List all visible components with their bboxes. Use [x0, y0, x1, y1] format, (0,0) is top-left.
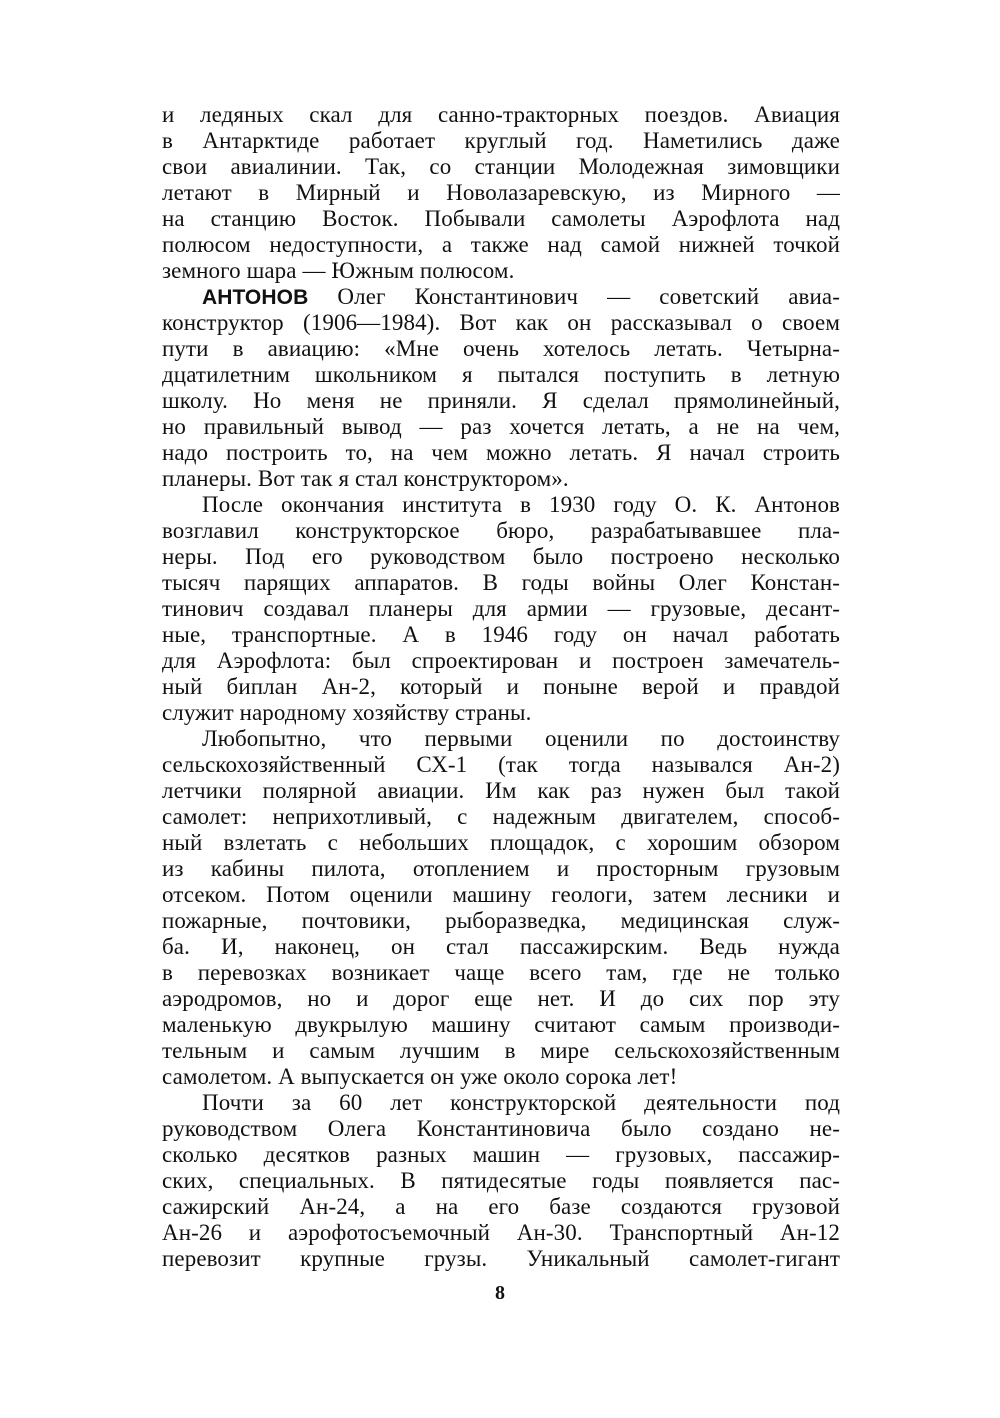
text-line: самолетом. А выпускается он уже около сорока лет! [162, 1064, 678, 1089]
text-line: маленькую двукрылую машину считают самым производи- [162, 1012, 840, 1037]
entry-heading: АНТОНОВ [202, 286, 309, 309]
text-line: полюсом недоступности, а также над самой нижней точкой [162, 232, 840, 257]
text-line: в перевозках возникает чаще всего там, где не только [162, 960, 840, 985]
text-line: тысяч парящих аппаратов. В годы войны Олег Констан- [162, 570, 840, 595]
text-line: на станцию Восток. Побывали самолеты Аэрофлота над [162, 206, 840, 231]
text-line: дцатилетним школьником я пытался поступить в летную [162, 362, 840, 387]
text-line: руководством Олега Константиновича было создано не- [162, 1116, 840, 1141]
text-line: ный биплан Ан-2, который и поныне верой и правдой [162, 674, 840, 699]
text-line: отсеком. Потом оценили машину геологи, затем лесники и [162, 882, 840, 907]
text-line: После окончания института в 1930 году О. К. Антонов [202, 492, 840, 517]
text-line: из кабины пилота, отоплением и просторным грузовым [162, 856, 840, 881]
paragraph-sixty-years [162, 1090, 840, 1272]
text-line: для Аэрофлота: был спроектирован и построен замечатель- [162, 648, 840, 673]
text-line: сколько десятков разных машин — грузовых, пассажир- [162, 1142, 840, 1167]
text-line: в Антарктиде работает круглый год. Наметились даже [162, 128, 840, 153]
text-line: перевозит крупные грузы. Уникальный самолет-гигант [162, 1246, 840, 1271]
text-line: сельскохозяйственный СХ-1 (так тогда назывался Ан-2) [162, 752, 840, 777]
text-line: пожарные, почтовики, рыборазведка, медицинская служ- [162, 908, 840, 933]
page-number: 8 [495, 1282, 505, 1304]
text-line: но правильный вывод — раз хочется летать, а не на чем, [162, 414, 840, 439]
text-line: сажирский Ан-24, а на его базе создаются грузовой [162, 1194, 840, 1219]
page-text-block [162, 102, 840, 1272]
text-line: тинович создавал планеры для армии — грузовые, десант- [162, 596, 840, 621]
text-fragment: Олег Константинович — советский авиа- [308, 284, 840, 309]
paragraph-institute [162, 492, 840, 726]
text-line: пути в авиацию: «Мне очень хотелось летать. Четырна- [162, 336, 840, 361]
paragraph-sx1 [162, 726, 840, 1090]
text-line: ные, транспортные. А в 1946 году он начал работать [162, 622, 840, 647]
text-line: Ан-26 и аэрофотосъемочный Ан-30. Транспортный Ан-12 [162, 1220, 840, 1245]
text-line: надо построить то, на чем можно летать. Я начал строить [162, 440, 840, 465]
paragraph-antonov-entry [162, 284, 840, 492]
text-line: ба. И, наконец, он стал пассажирским. Ведь нужда [162, 934, 840, 959]
text-line-with-heading [162, 284, 840, 310]
text-line: тельным и самым лучшим в мире сельскохозяйственным [162, 1038, 840, 1063]
text-line: планеры. Вот так я стал конструктором». [162, 466, 569, 491]
text-line: Почти за 60 лет конструкторской деятельности под [202, 1090, 840, 1115]
text-line: земного шара — Южным полюсом. [162, 258, 515, 283]
text-line: возглавил конструкторское бюро, разрабатывавшее пла- [162, 518, 840, 543]
text-line: летчики полярной авиации. Им как раз нужен был такой [162, 778, 840, 803]
text-line: ный взлетать с небольших площадок, с хорошим обзором [162, 830, 840, 855]
text-line: летают в Мирный и Новолазаревскую, из Мирного — [162, 180, 840, 205]
text-line: школу. Но меня не приняли. Я сделал прямолинейный, [162, 388, 840, 413]
text-line: аэродромов, но и дорог еще нет. И до сих пор эту [162, 986, 840, 1011]
text-line: ских, специальных. В пятидесятые годы появляется пас- [162, 1168, 840, 1193]
paragraph-antarctica [162, 102, 840, 284]
text-line: самолет: неприхотливый, с надежным двигателем, способ- [162, 804, 840, 829]
text-line: неры. Под его руководством было построено несколько [162, 544, 840, 569]
text-line: конструктор (1906—1984). Вот как он рассказывал о своем [162, 310, 840, 335]
text-line: Любопытно, что первыми оценили по достоинству [202, 726, 840, 751]
text-line: свои авиалинии. Так, со станции Молодежная зимовщики [162, 154, 840, 179]
text-line: и ледяных скал для санно-тракторных поездов. Авиация [162, 102, 840, 127]
text-line: служит народному хозяйству страны. [162, 700, 532, 725]
